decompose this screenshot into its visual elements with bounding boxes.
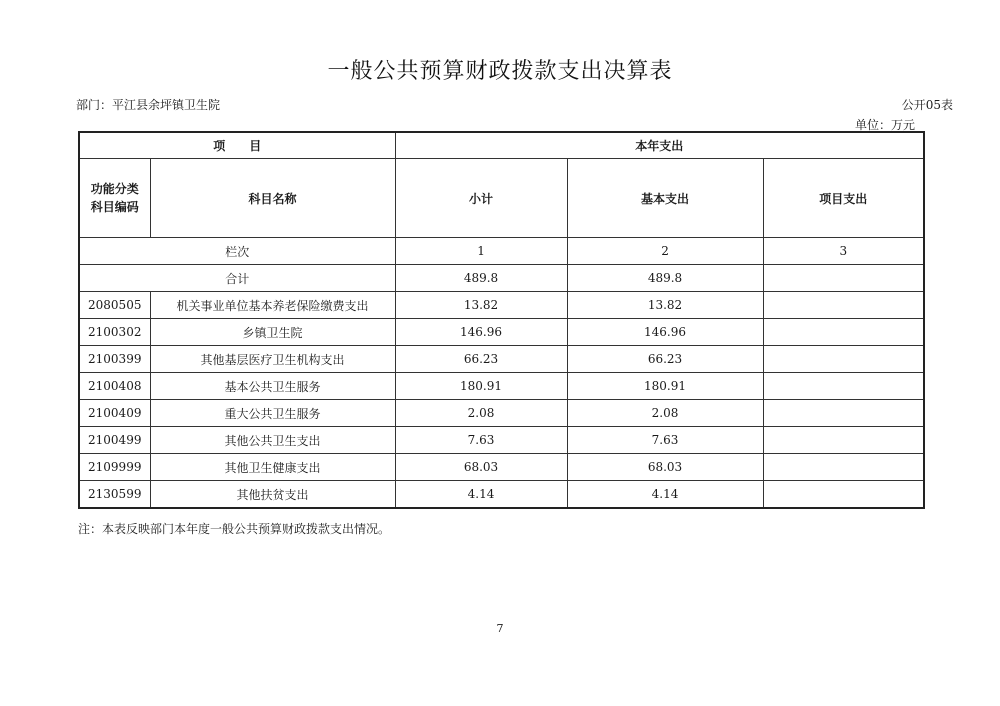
header-func-code: 功能分类 科目编码: [79, 159, 150, 238]
header-row-top: [79, 132, 924, 159]
row-project: [763, 400, 924, 427]
budget-table: [78, 131, 925, 509]
column-index-3: 3: [763, 238, 924, 265]
row-subtotal: 146.96: [395, 319, 567, 346]
row-basic: 7.63: [567, 427, 763, 454]
row-project: [763, 481, 924, 509]
row-name: 基本公共卫生服务: [150, 373, 395, 400]
column-index-row: [79, 238, 924, 265]
header-subtotal: 小计: [395, 159, 567, 238]
table-row: [79, 400, 924, 427]
column-index-2: 2: [567, 238, 763, 265]
total-project: [763, 265, 924, 292]
total-label: 合计: [79, 265, 395, 292]
row-subtotal: 7.63: [395, 427, 567, 454]
header-current-year: 本年支出: [395, 132, 924, 159]
row-basic: 13.82: [567, 292, 763, 319]
row-name: 其他扶贫支出: [150, 481, 395, 509]
row-basic: 66.23: [567, 346, 763, 373]
row-basic: 4.14: [567, 481, 763, 509]
row-name: 其他卫生健康支出: [150, 454, 395, 481]
row-code: 2100408: [79, 373, 150, 400]
table-row: [79, 346, 924, 373]
page-title: 一般公共预算财政拨款支出决算表: [327, 59, 673, 84]
total-row: [79, 265, 924, 292]
row-code: 2100302: [79, 319, 150, 346]
header-row-sub: [79, 159, 924, 238]
header-project: 项目支出: [763, 159, 924, 238]
row-subtotal: 4.14: [395, 481, 567, 509]
table-row: [79, 454, 924, 481]
row-project: [763, 373, 924, 400]
total-basic: 489.8: [567, 265, 763, 292]
row-name: 其他公共卫生支出: [150, 427, 395, 454]
row-subtotal: 66.23: [395, 346, 567, 373]
row-name: 其他基层医疗卫生机构支出: [150, 346, 395, 373]
column-index-label: 栏次: [79, 238, 395, 265]
row-basic: 146.96: [567, 319, 763, 346]
table-note: 注：本表反映部门本年度一般公共预算财政拨款支出情况。: [78, 522, 391, 536]
row-code: 2100499: [79, 427, 150, 454]
row-code: 2080505: [79, 292, 150, 319]
page-number: 7: [496, 622, 504, 635]
row-subtotal: 180.91: [395, 373, 567, 400]
row-project: [763, 454, 924, 481]
table-row: [79, 319, 924, 346]
row-project: [763, 346, 924, 373]
row-basic: 68.03: [567, 454, 763, 481]
table-row: [79, 373, 924, 400]
row-name: 乡镇卫生院: [150, 319, 395, 346]
table-row: [79, 427, 924, 454]
table-row: [79, 481, 924, 509]
form-code: 公开05表: [901, 98, 953, 112]
header-item: 项 目: [79, 132, 395, 159]
row-code: 2109999: [79, 454, 150, 481]
row-name: 机关事业单位基本养老保险缴费支出: [150, 292, 395, 319]
total-subtotal: 489.8: [395, 265, 567, 292]
row-project: [763, 427, 924, 454]
column-index-1: 1: [395, 238, 567, 265]
row-code: 2100399: [79, 346, 150, 373]
row-basic: 180.91: [567, 373, 763, 400]
unit-label: 单位：万元: [854, 118, 915, 132]
table-row: [79, 292, 924, 319]
department-label: 部门：平江县余坪镇卫生院: [76, 98, 221, 112]
row-subtotal: 68.03: [395, 454, 567, 481]
row-subtotal: 2.08: [395, 400, 567, 427]
row-subtotal: 13.82: [395, 292, 567, 319]
row-code: 2100409: [79, 400, 150, 427]
header-subject-name: 科目名称: [150, 159, 395, 238]
header-basic: 基本支出: [567, 159, 763, 238]
row-code: 2130599: [79, 481, 150, 509]
row-project: [763, 319, 924, 346]
row-name: 重大公共卫生服务: [150, 400, 395, 427]
row-project: [763, 292, 924, 319]
row-basic: 2.08: [567, 400, 763, 427]
